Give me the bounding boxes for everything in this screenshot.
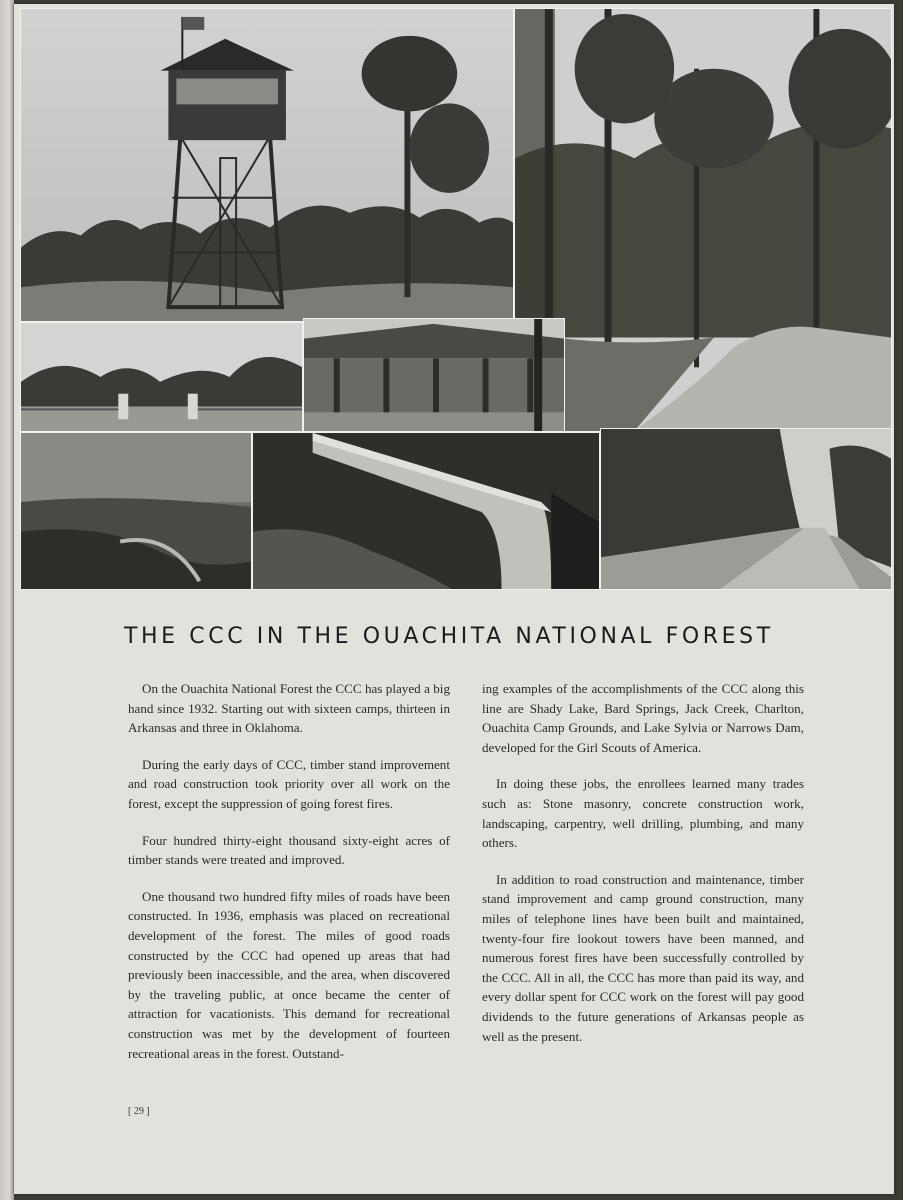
article-left-column	[128, 679, 450, 1080]
photo-country-road	[600, 428, 892, 590]
paragraph: During the early days of CCC, timber stand improvement and road construction took priority over all work on the forest, except the suppression of going forest fires.	[128, 756, 450, 811]
article-right-column	[482, 679, 804, 1063]
book-spine	[0, 0, 14, 1200]
photo-park-entrance-gate	[20, 322, 303, 432]
paragraph: One thousand two hundred fifty miles of roads have been constructed. In 1936, emphasis was placed on recreational development of the forest. The miles of good roads constructed by the CCC had opened up areas that had previously been inaccessible, and the area, when discovered by the traveling public, at once became the center of attraction for vacationists. This demand for recreational construction was met by the development of fourteen recreational areas in the forest. Outstand-	[128, 888, 450, 1061]
photo-forest-road-pines	[514, 8, 892, 432]
photo-picnic-pavilion	[303, 318, 565, 432]
paragraph: In addition to road construction and maintenance, timber stand improvement and camp ground construction, many miles of telephone lines have been built and maintained, twenty-four fire lookout towers have been manned, and numerous forest fires have been successfully controlled by the CCC. All in all, the CCC has more than paid its way, and every dollar spent for CCC work on the forest will pay good dividends to the future generations of Arkansas people as well as the present.	[482, 871, 804, 1044]
photo-dam-wall	[252, 432, 600, 590]
book-page	[14, 4, 894, 1194]
paragraph: ing examples of the accomplishments of the CCC along this line are Shady Lake, Bard Springs, Jack Creek, Charlton, Ouachita Camp Grounds, and Lake Sylvia or Narrows Dam, developed for the Girl Scouts of America.	[482, 681, 804, 755]
article-title: THE CCC IN THE OUACHITA NATIONAL FOREST	[124, 624, 774, 649]
photo-fire-lookout-tower	[20, 8, 514, 322]
page-number: [ 29 ]	[128, 1106, 150, 1117]
photo-lake-view	[20, 432, 252, 590]
paragraph: In doing these jobs, the enrollees learned many trades such as: Stone masonry, concrete construction work, landscaping, carpentry, well drilling, plumbing, and many others.	[482, 776, 804, 851]
paragraph: Four hundred thirty-eight thousand sixty-eight acres of timber stands were treated and improved.	[128, 832, 450, 868]
paragraph: On the Ouachita National Forest the CCC has played a big hand since 1932. Starting out with sixteen camps, thirteen in Arkansas and three in Oklahoma.	[128, 681, 450, 736]
